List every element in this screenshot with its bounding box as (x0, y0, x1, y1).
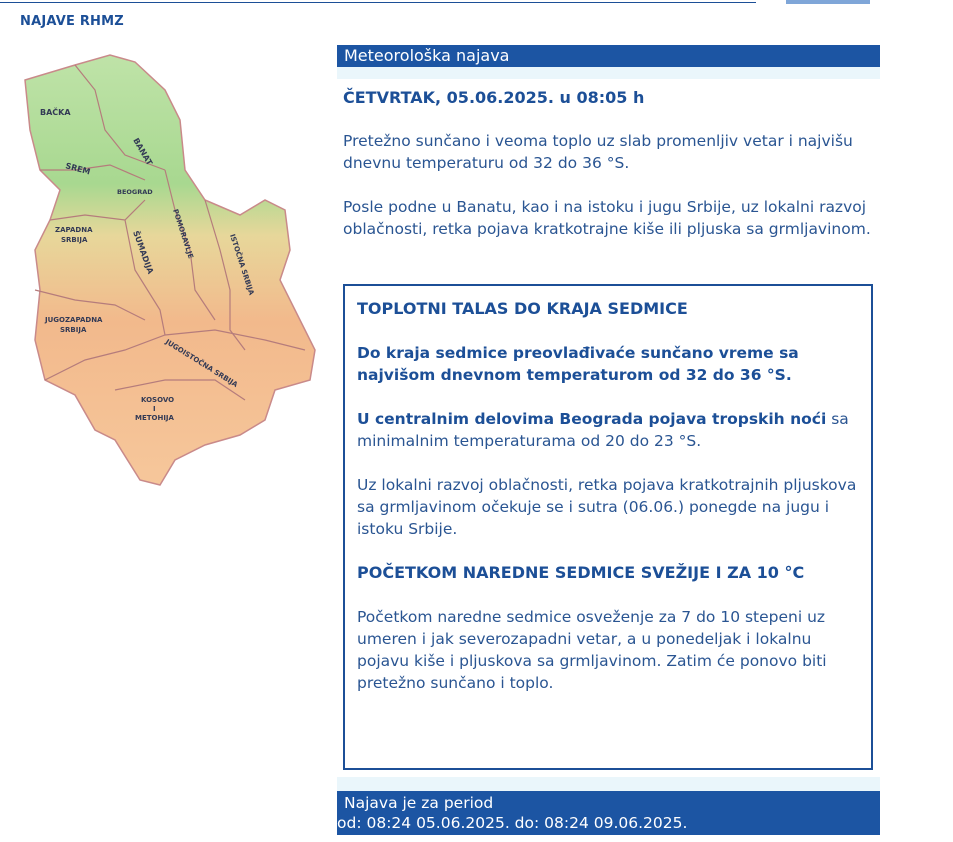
notice-heading-2: POČETKOM NAREDNE SEDMICE SVEŽIJE I ZA 10 °C (357, 563, 805, 582)
forecast-date: ČETVRTAK, 05.06.2025. u 08:05 h (343, 88, 645, 107)
map-label-kosovo: KOSOVO (141, 396, 175, 404)
panel-title: Meteorološka najava (337, 45, 880, 67)
map-label-istocna-srbija: ISTOČNA SRBIJA (228, 233, 256, 297)
map-label-backa: BAČKA (40, 108, 71, 117)
map-label-metohija: METOHIJA (135, 414, 174, 422)
period-label: Najava je za period (344, 794, 494, 812)
notice-heading-1: TOPLOTNI TALAS DO KRAJA SEDMICE (357, 299, 688, 318)
page-title: NAJAVE RHMZ (20, 14, 124, 29)
forecast-paragraph-1: Pretežno sunčano i veoma toplo uz slab promenljiv vetar i najvišu dnevnu temperaturu od 32 do 36 °S. (343, 132, 853, 172)
notice-paragraph-3: Uz lokalni razvoj oblačnosti, retka pojava kratkotrajnih pljuskova sa grmljavinom očekuje se i sutra (06.06.) ponegde na jugu i istoku Srbije. (357, 476, 857, 538)
heatwave-notice-box (343, 284, 873, 770)
map-label-jugoistocna-srbija: JUGOISTOČNA SRBIJA (163, 337, 240, 390)
map-label-beograd: BEOGRAD (117, 188, 153, 196)
map-label-pomoravlje: POMORAVLJE (171, 208, 195, 260)
map-label-i: I (153, 405, 156, 413)
notice-bold-paragraph: Do kraja sedmice preovlađivaće sunčano vreme sa najvišom dnevnom temperaturom od 32 do 36 °S. (357, 344, 799, 384)
top-divider (0, 2, 756, 3)
notice-tropical-nights (357, 408, 859, 452)
forecast-period (337, 791, 880, 835)
map-label-srbija-sw: SRBIJA (60, 326, 87, 334)
map-label-jugozapadna: JUGOZAPADNA (45, 316, 103, 324)
notice-tropical-nights-rest: sa minimalnim temperaturama od 20 do 23 °S. (357, 410, 849, 450)
map-label-zapadna: ZAPADNA (55, 226, 93, 234)
panel-subheader-strip (337, 67, 880, 79)
serbia-region-map (15, 50, 325, 490)
map-label-banat: BANAT (131, 136, 155, 167)
forecast-paragraph-2: Posle podne u Banatu, kao i na istoku i jugu Srbije, uz lokalni razvoj oblačnosti, retka pojava kratkotrajne kiše ili pljuska sa grmljavinom. (343, 198, 871, 238)
header-logo-strip[interactable] (786, 0, 870, 4)
forecast-panel (337, 45, 880, 79)
panel-footer-strip (337, 777, 880, 791)
notice-paragraph-4: Početkom naredne sedmice osveženje za 7 do 10 stepeni uz umeren i jak severozapadni vetar, a u ponedeljak i lokalnu pojavu kiše i pljuskova sa grmljavinom. Zatim će ponovo biti pretežno sunčano i toplo. (357, 608, 827, 692)
map-label-sumadija: ŠUMADIJA (131, 229, 156, 276)
map-label-srem: SREM (64, 161, 92, 177)
notice-tropical-nights-bold: U centralnim delovima Beograda pojava tropskih noći (357, 410, 827, 428)
period-range: od: 08:24 05.06.2025. do: 08:24 09.06.2025. (337, 814, 688, 832)
map-label-srbija-w: SRBIJA (61, 236, 88, 244)
